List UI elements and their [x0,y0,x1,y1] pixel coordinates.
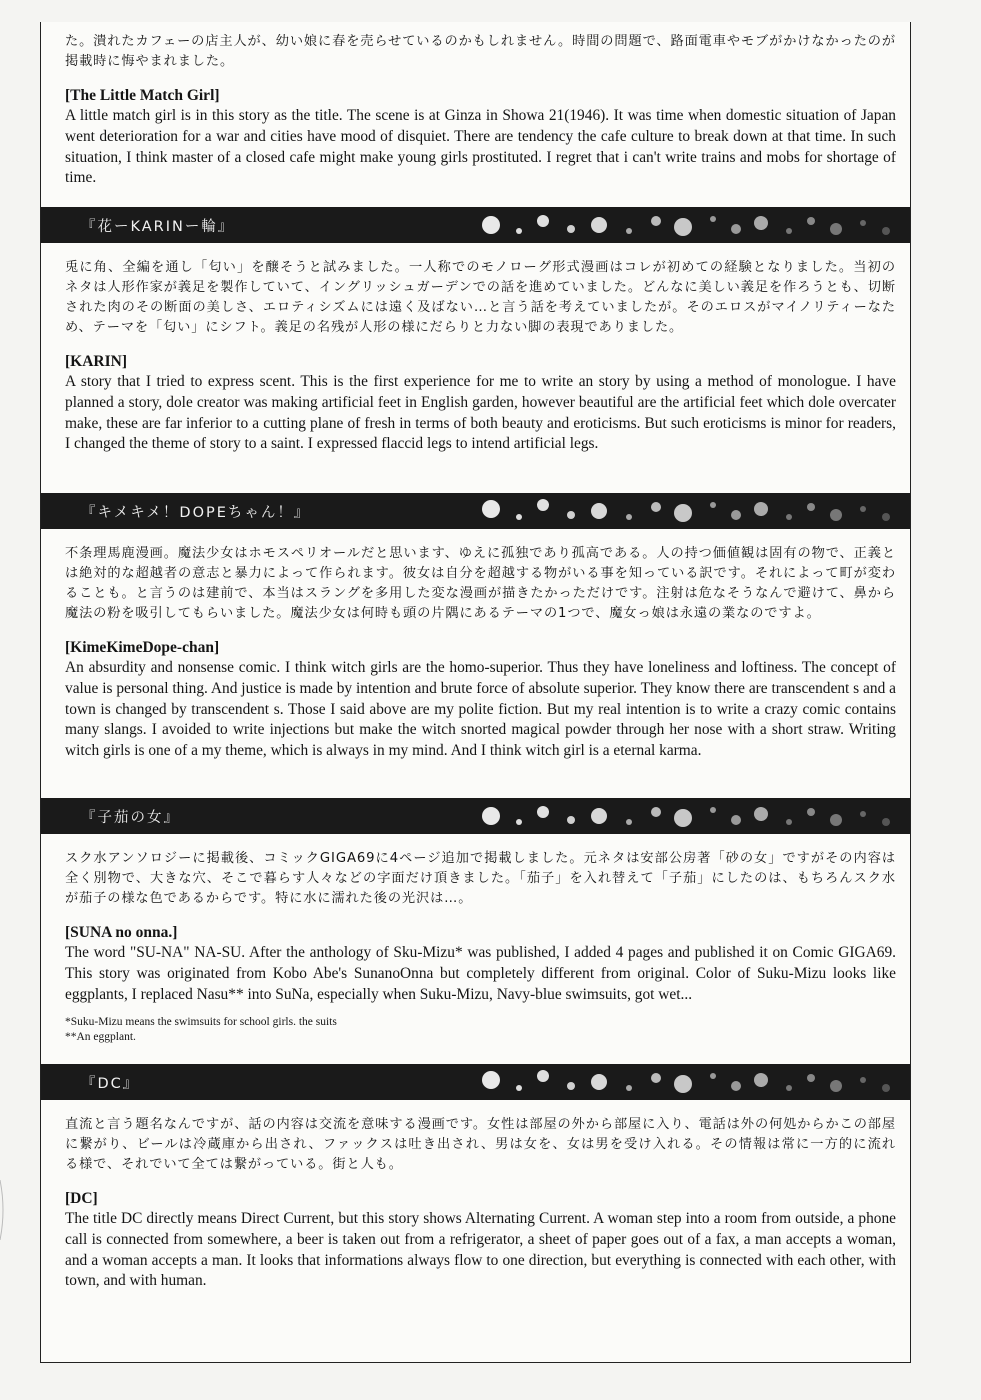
karin-text: A story that I tried to express scent. This is the first experience for me to write an story by using a method of monologue. I have planned a story, dole creator was making artificial feet in English garden, however beautiful are the artificial feet which dole overcater make, these are far inferior to a cutting plane of fresh in terms of both beauty and eroticisms. But such eroticisms is minor for readers, I changed the theme of story to a saint. I expressed flaccid legs to intend artificial legs. [65,373,896,453]
dots-decoration [461,1064,910,1100]
page-frame [40,22,911,1363]
section-title-dope: 『キメキメ！DOPEちゃん！』 [81,505,311,521]
dc-title: [DC] [65,1190,98,1207]
suna-footnote-2: **An eggplant. [65,1031,136,1044]
karin-jp-text: 兎に角、全編を通し「匂い」を醸そうと試みました。一人称でのモノローグ形式漫画はコレが初めての経験となりました。当初のネタは人形作家が義足を製作していて、イングリッシュガーデンでの話を進めていました。どんなに美しい義足を作ろうとも、切断された肉のその断面の美しさ、エロティシズムには遠く及ばない…と言う話を考えていましたが。そのエロスがマイノリティーなため、テーマを「匂い」にシフト。義足の名残が人形の様にだらりと力ない脚の表現でありました。 [65,260,896,335]
dots-decoration [461,207,910,243]
dots-decoration [461,798,910,834]
dope-title: [KimeKimeDope-chan] [65,639,220,656]
section-bar-suna [41,798,910,834]
section-title-dc: 『DC』 [81,1076,140,1092]
little-match-girl-text: A little match girl is in this story as the title. The scene is at Ginza in Showa 21(1946). It was time when domestic situation of Japan went deterioration for a war and cities have mood of disquiet. There are tendency the cafe culture to break down at that time. In such situation, I think master of a closed cafe might make young girls prostituted. I regret that i can't write trains and mobs for shortage of time. [65,107,896,187]
dope-block [65,544,896,762]
section-bar-dope [41,493,910,529]
dc-jp-text: 直流と言う題名なんですが、話の内容は交流を意味する漫画です。女性は部屋の外から部屋に入り、電話は外の何処からかこの部屋に繋がり、ビールは冷蔵庫から出され、ファックスは吐き出され、男は女を、女は男を受け入れる。その情報は常に一方的に流れる様で、それでいて全ては繋がっている。街と人も。 [65,1117,896,1172]
section-bar-karin [41,207,910,243]
dots-decoration [461,493,910,529]
suna-footnote-1: *Suku-Mizu means the swimsuits for school girls. the suits [65,1016,337,1029]
dc-text: The title DC directly means Direct Current, but this story shows Alternating Current. A woman step into a room from outside, a phone call is connected from somewhere, a beer is taken out from a refrigerator, a sheet of paper goes out of a fax, a man accepts a woman, and a woman accepts a man. It looks that informations always flow to one direction, but everything is connected with each other, with town, and with human. [65,1210,896,1290]
karin-title: [KARIN] [65,353,127,370]
suna-title: [SUNA no onna.] [65,924,178,941]
little-match-girl-title: [The Little Match Girl] [65,87,220,104]
suna-text: The word "SU-NA" NA-SU. After the anthology of Sku-Mizu* was published, I added 4 pages and published it on Comic GIGA69. This story was originated from Kobo Abe's SunanoOnna but completely different from original. Color of Suku-Mizu looks like eggplants, I replaced Nasu** into SuNa, especially when Suku-Mizu, Navy-blue swimsuits, got wet... [65,944,896,1003]
intro-block [65,32,896,189]
section-title-suna: 『子茄の女』 [81,810,180,826]
section-title-karin: 『花ーKARINー輪』 [81,219,235,235]
dope-jp-text: 不条理馬鹿漫画。魔法少女はホモスペリオールだと思います、ゆえに孤独であり孤高である。人の持つ価値観は固有の物で、正義とは絶対的な超越者の意志と暴力によって作られます。彼女は自分を超越する物がいる事を知っている訳です。それによって町が変わることも。と言うのは建前で、本当はスラングを多用した変な漫画が描きたかっただけです。注射は危なそうなんで避けて、鼻から魔法の粉を吸引してもらいました。魔法少女は何時も頭の片隅にあるテーマの1つで、魔女っ娘は永遠の業なのですよ。 [65,546,896,621]
section-bar-dc [41,1064,910,1100]
dc-block [65,1115,896,1292]
karin-block [65,258,896,455]
dope-text: An absurdity and nonsense comic. I think witch girls are the homo-superior. Thus they have loneliness and loftiness. The concept of value is personal thing. And justice is made by intention and brute force of absolute superior. They know there are transcendent s and a town is changed by transcendent s. Those I said above are my polite fiction. But my real intention is to write a crazy comic contains many slangs. I avoided to write injections but make the witch snorted magical powder through her nose with a short straw. Writing witch girls is one of a my theme, which is always in my mind. And I think witch girl is a eternal karma. [65,659,896,760]
suna-block [65,849,896,1045]
intro-jp-text: た。潰れたカフェーの店主人が、幼い娘に春を売らせているのかもしれません。時間の問題で、路面電車やモブがかけなかったのが掲載時に悔やまれました。 [65,34,896,69]
page-fold-mark [0,1180,8,1240]
suna-jp-text: スク水アンソロジーに掲載後、コミックGIGA69に4ページ追加で掲載しました。元ネタは安部公房著「砂の女」ですがその内容は全く別物で、大きな穴、そこで暮らす人々などの字面だけ頂きました。「茄子」を入れ替えて「子茄」にしたのは、もちろんスク水が茄子の様な色であるからです。特に水に濡れた後の光沢は…。 [65,851,896,906]
